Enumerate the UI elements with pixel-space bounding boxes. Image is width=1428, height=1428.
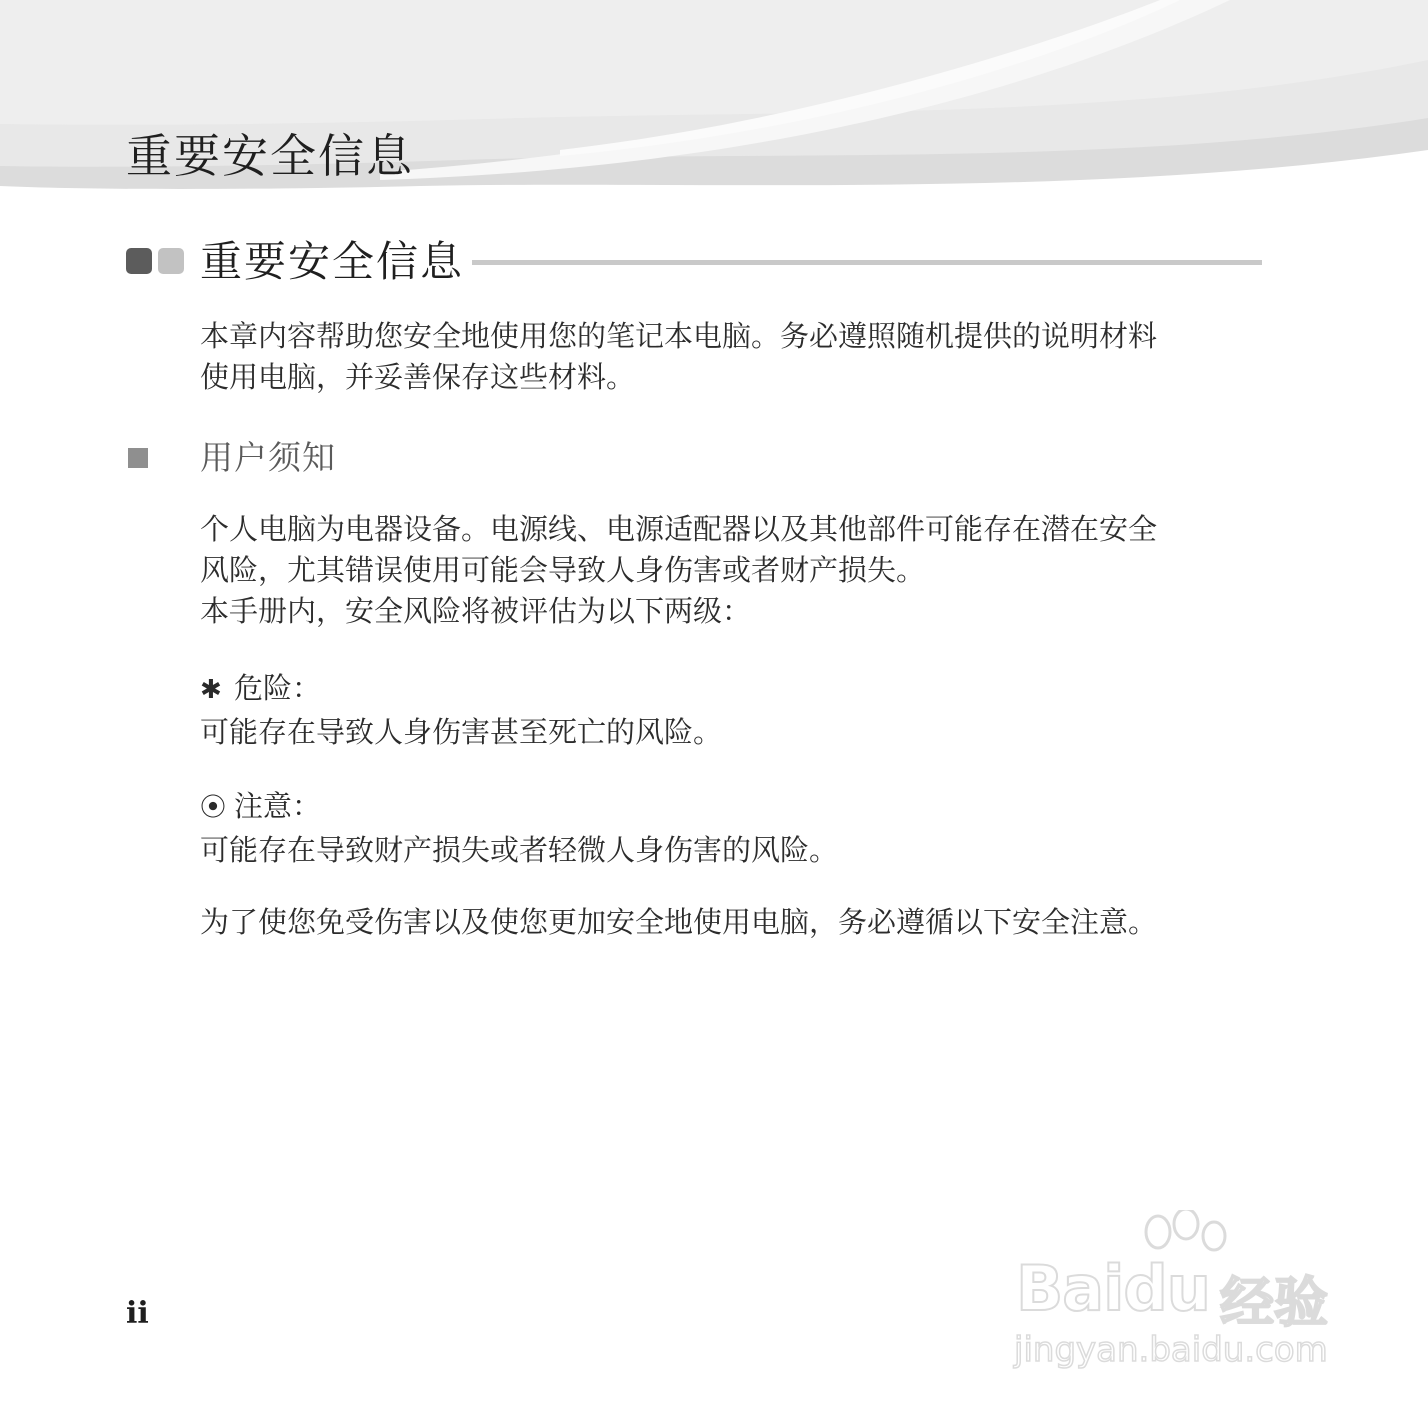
header-title: 重要安全信息 bbox=[126, 129, 414, 183]
closing-text: 为了使您免受伤害以及使您更加安全地使用电脑，务必遵循以下安全注意。 bbox=[200, 905, 1158, 939]
section-marker-dark bbox=[126, 248, 152, 274]
danger-label-row bbox=[200, 668, 321, 710]
intro-line: 使用电脑，并妥善保存这些材料。 bbox=[200, 360, 636, 394]
section-divider bbox=[472, 260, 1262, 265]
user-notice-title: 用户须知 bbox=[200, 438, 336, 477]
section-title: 重要安全信息 bbox=[200, 237, 465, 286]
notice-line: 风险，尤其错误使用可能会导致人身伤害或者财产损失。 bbox=[200, 553, 926, 587]
notice-line: 个人电脑为电器设备。电源线、电源适配器以及其他部件可能存在潜在安全 bbox=[200, 512, 1158, 546]
caution-description bbox=[200, 830, 1270, 871]
notice-line: 本手册内，安全风险将被评估为以下两级： bbox=[200, 594, 752, 628]
danger-label: 危险： bbox=[234, 671, 322, 705]
page-number: ii bbox=[126, 1296, 149, 1331]
intro-paragraph bbox=[200, 316, 1270, 398]
subhead-square-icon bbox=[128, 448, 148, 468]
watermark-url: jingyan.baidu.com bbox=[1014, 1330, 1328, 1370]
watermark-cn: 经验 bbox=[1220, 1271, 1328, 1334]
caution-label: 注意： bbox=[234, 789, 322, 823]
baidu-watermark bbox=[1008, 1210, 1348, 1380]
danger-text: 可能存在导致人身伤害甚至死亡的风险。 bbox=[200, 715, 723, 749]
caution-text: 可能存在导致财产损失或者轻微人身伤害的风险。 bbox=[200, 833, 839, 867]
watermark-brand: Baidu bbox=[1016, 1252, 1210, 1325]
section-heading bbox=[126, 236, 1262, 288]
user-notice-paragraph bbox=[200, 509, 1270, 632]
asterisk-icon: ✱ bbox=[200, 675, 222, 705]
circled-dot-icon: ⦿ bbox=[200, 793, 227, 823]
caution-label-row bbox=[200, 786, 321, 828]
closing-paragraph bbox=[200, 902, 1270, 943]
intro-line: 本章内容帮助您安全地使用您的笔记本电脑。务必遵照随机提供的说明材料 bbox=[200, 319, 1158, 353]
section-marker-light bbox=[158, 248, 184, 274]
danger-description bbox=[200, 712, 1270, 753]
